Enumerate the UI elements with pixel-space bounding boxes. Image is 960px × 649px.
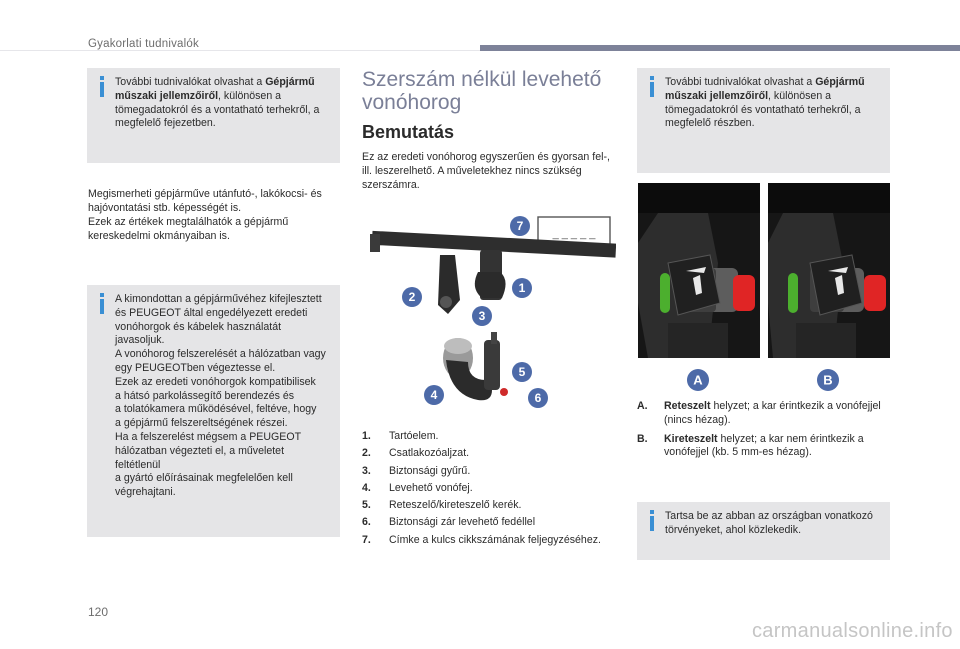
list-text: Címke a kulcs cikkszámának feljegyzéséhez. — [389, 533, 601, 546]
callout-5: 5 — [518, 365, 526, 379]
photo-label-b — [816, 368, 840, 392]
list-item — [637, 433, 889, 461]
info-line: A kimondottan a gépjárművéhez kifejlesztett — [115, 293, 322, 305]
list-plain-text: helyzet; a kar érintkezik a vonófejjel (nincs hézag). — [664, 400, 881, 426]
list-number: 7. — [362, 533, 371, 546]
list-text: Csatlakozóaljzat. — [389, 447, 470, 460]
info-line: vonóhorgok és kábelek használatát javasoljuk. — [115, 320, 282, 347]
list-item — [362, 516, 612, 533]
info-bold-text: Gépjármű műszaki jellemzőiről — [115, 76, 315, 102]
info-box-weights-2 — [637, 68, 890, 173]
subsection-title: Bemutatás — [362, 122, 455, 142]
list-text: Biztonsági zár levehető fedéllel — [389, 516, 536, 529]
photo-label-a — [686, 368, 710, 392]
position-list — [637, 400, 889, 465]
info-box-weights — [87, 68, 340, 163]
list-item — [362, 447, 612, 464]
list-item — [362, 482, 612, 499]
list-number: 4. — [362, 481, 371, 494]
callout-4: 4 — [430, 388, 438, 402]
list-number: 3. — [362, 464, 371, 477]
list-letter: B. — [637, 432, 648, 445]
list-item — [362, 430, 612, 447]
info-text: , különösen a tömegadatokról és a vontatható terhekről, a megfelelő fejezetben. — [115, 89, 320, 130]
info-text: , különösen a tömegadatokról és vontatható terhekről, a megfelelő részben. — [665, 89, 861, 130]
info-box-original-towbars — [87, 285, 340, 537]
info-bold-text: Gépjármű műszaki jellemzőiről — [665, 76, 865, 102]
callout-3: 3 — [478, 309, 486, 323]
info-line: A vonóhorog felszerelését a hálózatban vagy — [115, 348, 326, 361]
paragraph-documents: Ezek az értékek megtalálhatók a gépjármű kereskedelmi okmányaiban is. — [88, 216, 289, 242]
watermark: carmanualsonline.info — [752, 620, 953, 642]
info-line: a gépjármű felszereltségének részei. — [115, 417, 288, 430]
info-box-local-laws — [637, 502, 890, 560]
info-icon — [647, 76, 657, 98]
list-item — [362, 465, 612, 482]
info-line: egy PEUGEOTben végeztesse el. — [115, 361, 276, 374]
list-item — [362, 499, 612, 516]
info-icon — [647, 510, 657, 532]
key-label-text: _ _ _ _ _ — [552, 228, 596, 240]
towbar-illustration — [360, 210, 616, 415]
info-line: hálózatban végezteti el, a műveletet feltétlenül — [115, 444, 285, 471]
callout-2: 2 — [408, 290, 416, 304]
list-number: 1. — [362, 430, 371, 442]
list-letter: A. — [637, 400, 648, 412]
parts-list — [362, 430, 612, 551]
list-item — [362, 534, 612, 551]
callout-1: 1 — [518, 281, 526, 295]
section-title: Szerszám nélkül levehető vonóhorog — [362, 68, 602, 114]
info-icon — [97, 76, 107, 98]
photo-label-a-text: A — [693, 372, 703, 388]
list-text — [664, 433, 889, 461]
header-accent-bar — [480, 45, 960, 51]
paragraph-towing-capacity: Megismerheti gépjárműve utánfutó-, lakókocsi- és hajóvontatási stb. képességét is. — [88, 188, 322, 214]
callout-7: 7 — [516, 219, 524, 233]
info-line: a gyártó előírásainak megfelelően kell — [115, 472, 293, 485]
info-line: Ezek az eredeti vonóhorgok kompatibilisek — [115, 375, 316, 388]
list-text — [664, 400, 889, 428]
list-item — [637, 400, 889, 428]
photo-label-b-text: B — [823, 372, 833, 388]
info-line: Ha a felszerelést mégsem a PEUGEOT — [115, 430, 302, 443]
list-text: Biztonsági gyűrű. — [389, 464, 471, 477]
list-text: Tartóelem. — [389, 430, 439, 442]
list-text: Levehető vonófej. — [389, 481, 473, 494]
list-plain-text: helyzet; a kar nem érintkezik a vonófejjel (kb. 5 mm-es hézag). — [664, 432, 864, 459]
unlocked-position-photo — [768, 183, 890, 358]
info-text: Tartsa be az abban az országban vonatkozó törvényeket, ahol közlekedik. — [665, 510, 873, 536]
list-number: 5. — [362, 499, 371, 512]
info-line: és PEUGEOT által engedélyezett eredeti — [115, 306, 308, 319]
paragraph-intro: Ez az eredeti vonóhorog egyszerűen és gyorsan fel-, ill. leszerelhető. A műveletekhez nincs szükség szerszámra. — [362, 151, 610, 191]
page-header-title: Gyakorlati tudnivalók — [88, 38, 199, 50]
page-number: 120 — [88, 605, 109, 619]
info-icon — [97, 293, 107, 315]
list-bold-text: Reteszelt — [664, 400, 711, 412]
info-line: a hátsó parkolássegítő berendezés és — [115, 389, 295, 402]
locked-position-photo — [638, 183, 760, 358]
callout-6: 6 — [534, 391, 542, 405]
info-text: További tudnivalókat olvashat a — [665, 76, 816, 88]
list-number: 6. — [362, 516, 371, 529]
info-text: További tudnivalókat olvashat a — [115, 76, 266, 88]
list-text: Reteszelő/kireteszelő kerék. — [389, 499, 522, 512]
list-bold-text: Kireteszelt — [664, 432, 718, 445]
info-line: végrehajtani. — [115, 486, 176, 499]
info-line: a tolatókamera működésével, feltéve, hogy — [115, 403, 317, 416]
list-number: 2. — [362, 447, 371, 460]
